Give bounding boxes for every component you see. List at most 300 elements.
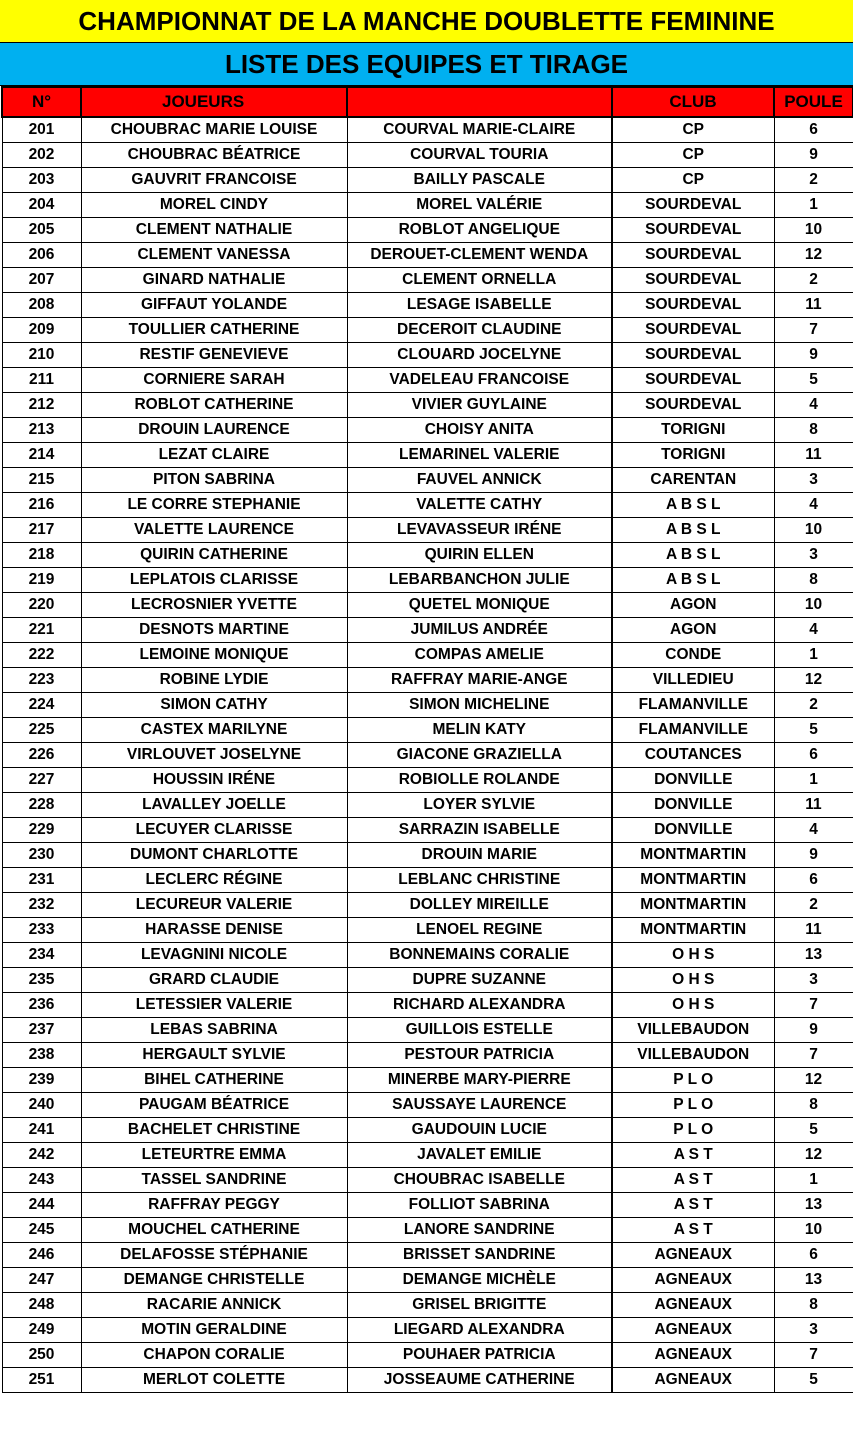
player-1-cell: TOULLIER CATHERINE [81, 318, 347, 343]
player-1-cell: DESNOTS MARTINE [81, 618, 347, 643]
player-1-cell: LAVALLEY JOELLE [81, 793, 347, 818]
club-cell: SOURDEVAL [612, 293, 774, 318]
player-2-cell: DOLLEY MIREILLE [347, 893, 612, 918]
player-1-cell: ROBLOT CATHERINE [81, 393, 347, 418]
team-number-cell: 228 [2, 793, 81, 818]
player-2-cell: LEVAVASSEUR IRÉNE [347, 518, 612, 543]
table-row [2, 393, 853, 418]
player-2-cell: JUMILUS ANDRÉE [347, 618, 612, 643]
table-row [2, 243, 853, 268]
club-cell: MONTMARTIN [612, 868, 774, 893]
team-number-cell: 250 [2, 1343, 81, 1368]
team-number-cell: 233 [2, 918, 81, 943]
player-2-cell: SARRAZIN ISABELLE [347, 818, 612, 843]
team-number-cell: 209 [2, 318, 81, 343]
club-cell: SOURDEVAL [612, 268, 774, 293]
poule-cell: 10 [774, 593, 853, 618]
club-cell: SOURDEVAL [612, 318, 774, 343]
club-cell: AGNEAUX [612, 1343, 774, 1368]
club-cell: A S T [612, 1193, 774, 1218]
player-1-cell: CLEMENT NATHALIE [81, 218, 347, 243]
poule-cell: 2 [774, 693, 853, 718]
club-cell: VILLEBAUDON [612, 1043, 774, 1068]
header-num: N° [2, 87, 81, 117]
player-2-cell: POUHAER PATRICIA [347, 1343, 612, 1368]
table-row [2, 993, 853, 1018]
team-number-cell: 235 [2, 968, 81, 993]
player-2-cell: COMPAS AMELIE [347, 643, 612, 668]
team-number-cell: 211 [2, 368, 81, 393]
team-number-cell: 251 [2, 1368, 81, 1393]
player-2-cell: LESAGE ISABELLE [347, 293, 612, 318]
table-row [2, 268, 853, 293]
player-2-cell: QUIRIN ELLEN [347, 543, 612, 568]
header-club: CLUB [612, 87, 774, 117]
team-number-cell: 221 [2, 618, 81, 643]
player-1-cell: LECLERC RÉGINE [81, 868, 347, 893]
player-2-cell: SAUSSAYE LAURENCE [347, 1093, 612, 1118]
poule-cell: 5 [774, 1118, 853, 1143]
team-number-cell: 243 [2, 1168, 81, 1193]
player-1-cell: MOUCHEL CATHERINE [81, 1218, 347, 1243]
table-row [2, 368, 853, 393]
player-2-cell: DEROUET-CLEMENT WENDA [347, 243, 612, 268]
player-1-cell: MOTIN GERALDINE [81, 1318, 347, 1343]
player-1-cell: ROBINE LYDIE [81, 668, 347, 693]
poule-cell: 12 [774, 1068, 853, 1093]
team-number-cell: 242 [2, 1143, 81, 1168]
team-number-cell: 224 [2, 693, 81, 718]
team-number-cell: 218 [2, 543, 81, 568]
poule-cell: 7 [774, 993, 853, 1018]
table-row [2, 668, 853, 693]
club-cell: A S T [612, 1143, 774, 1168]
table-row [2, 293, 853, 318]
table-row [2, 718, 853, 743]
player-1-cell: TASSEL SANDRINE [81, 1168, 347, 1193]
player-1-cell: GAUVRIT FRANCOISE [81, 168, 347, 193]
club-cell: AGNEAUX [612, 1293, 774, 1318]
team-number-cell: 226 [2, 743, 81, 768]
player-2-cell: MELIN KATY [347, 718, 612, 743]
table-row [2, 843, 853, 868]
poule-cell: 11 [774, 443, 853, 468]
poule-cell: 1 [774, 1168, 853, 1193]
player-1-cell: GIFFAUT YOLANDE [81, 293, 347, 318]
player-1-cell: LEVAGNINI NICOLE [81, 943, 347, 968]
table-row [2, 593, 853, 618]
player-2-cell: GAUDOUIN LUCIE [347, 1118, 612, 1143]
poule-cell: 9 [774, 843, 853, 868]
poule-cell: 13 [774, 943, 853, 968]
poule-cell: 2 [774, 893, 853, 918]
table-row [2, 1293, 853, 1318]
team-number-cell: 245 [2, 1218, 81, 1243]
player-2-cell: FOLLIOT SABRINA [347, 1193, 612, 1218]
player-1-cell: PAUGAM BÉATRICE [81, 1093, 347, 1118]
player-2-cell: BONNEMAINS CORALIE [347, 943, 612, 968]
player-2-cell: LIEGARD ALEXANDRA [347, 1318, 612, 1343]
team-number-cell: 220 [2, 593, 81, 618]
poule-cell: 3 [774, 543, 853, 568]
player-2-cell: VIVIER GUYLAINE [347, 393, 612, 418]
table-row [2, 143, 853, 168]
poule-cell: 6 [774, 868, 853, 893]
player-1-cell: DROUIN LAURENCE [81, 418, 347, 443]
table-row [2, 893, 853, 918]
team-number-cell: 215 [2, 468, 81, 493]
player-2-cell: QUETEL MONIQUE [347, 593, 612, 618]
poule-cell: 6 [774, 117, 853, 143]
player-2-cell: PESTOUR PATRICIA [347, 1043, 612, 1068]
table-row [2, 793, 853, 818]
club-cell: CARENTAN [612, 468, 774, 493]
team-number-cell: 237 [2, 1018, 81, 1043]
club-cell: A B S L [612, 518, 774, 543]
club-cell: O H S [612, 968, 774, 993]
club-cell: CP [612, 143, 774, 168]
player-1-cell: CORNIERE SARAH [81, 368, 347, 393]
poule-cell: 7 [774, 1043, 853, 1068]
teams-table [1, 86, 853, 1393]
poule-cell: 13 [774, 1268, 853, 1293]
club-cell: A B S L [612, 493, 774, 518]
player-1-cell: LECUREUR VALERIE [81, 893, 347, 918]
team-number-cell: 219 [2, 568, 81, 593]
table-row [2, 1168, 853, 1193]
club-cell: AGNEAUX [612, 1318, 774, 1343]
player-1-cell: LEMOINE MONIQUE [81, 643, 347, 668]
club-cell: VILLEBAUDON [612, 1018, 774, 1043]
player-2-cell: COURVAL MARIE-CLAIRE [347, 117, 612, 143]
club-cell: COUTANCES [612, 743, 774, 768]
table-row [2, 1118, 853, 1143]
player-2-cell: GRISEL BRIGITTE [347, 1293, 612, 1318]
team-number-cell: 247 [2, 1268, 81, 1293]
player-1-cell: LECROSNIER YVETTE [81, 593, 347, 618]
player-2-cell: LOYER SYLVIE [347, 793, 612, 818]
club-cell: SOURDEVAL [612, 243, 774, 268]
player-1-cell: CASTEX MARILYNE [81, 718, 347, 743]
club-cell: A S T [612, 1218, 774, 1243]
team-number-cell: 238 [2, 1043, 81, 1068]
poule-cell: 3 [774, 968, 853, 993]
club-cell: FLAMANVILLE [612, 718, 774, 743]
player-1-cell: LETESSIER VALERIE [81, 993, 347, 1018]
club-cell: P L O [612, 1068, 774, 1093]
table-row [2, 968, 853, 993]
team-number-cell: 212 [2, 393, 81, 418]
table-row [2, 1193, 853, 1218]
team-number-cell: 208 [2, 293, 81, 318]
poule-cell: 9 [774, 1018, 853, 1043]
table-row [2, 1093, 853, 1118]
table-row [2, 693, 853, 718]
poule-cell: 2 [774, 268, 853, 293]
club-cell: DONVILLE [612, 768, 774, 793]
team-number-cell: 216 [2, 493, 81, 518]
table-row [2, 518, 853, 543]
player-1-cell: VIRLOUVET JOSELYNE [81, 743, 347, 768]
player-2-cell: CHOISY ANITA [347, 418, 612, 443]
poule-cell: 5 [774, 368, 853, 393]
club-cell: TORIGNI [612, 443, 774, 468]
player-1-cell: CHOUBRAC MARIE LOUISE [81, 117, 347, 143]
club-cell: A B S L [612, 543, 774, 568]
player-2-cell: LENOEL REGINE [347, 918, 612, 943]
player-1-cell: GRARD CLAUDIE [81, 968, 347, 993]
table-row [2, 493, 853, 518]
club-cell: SOURDEVAL [612, 393, 774, 418]
table-row [2, 1218, 853, 1243]
poule-cell: 10 [774, 1218, 853, 1243]
club-cell: TORIGNI [612, 418, 774, 443]
team-number-cell: 206 [2, 243, 81, 268]
team-number-cell: 213 [2, 418, 81, 443]
player-1-cell: GINARD NATHALIE [81, 268, 347, 293]
player-2-cell: LANORE SANDRINE [347, 1218, 612, 1243]
header-joueurs: JOUEURS [81, 87, 347, 117]
player-2-cell: BAILLY PASCALE [347, 168, 612, 193]
player-2-cell: MOREL VALÉRIE [347, 193, 612, 218]
team-number-cell: 227 [2, 768, 81, 793]
table-row [2, 418, 853, 443]
player-1-cell: DEMANGE CHRISTELLE [81, 1268, 347, 1293]
player-1-cell: QUIRIN CATHERINE [81, 543, 347, 568]
header-blank [347, 87, 612, 117]
club-cell: SOURDEVAL [612, 218, 774, 243]
player-1-cell: MERLOT COLETTE [81, 1368, 347, 1393]
player-2-cell: CLEMENT ORNELLA [347, 268, 612, 293]
player-2-cell: DEMANGE MICHÈLE [347, 1268, 612, 1293]
player-2-cell: ROBLOT ANGELIQUE [347, 218, 612, 243]
poule-cell: 12 [774, 243, 853, 268]
player-1-cell: CLEMENT VANESSA [81, 243, 347, 268]
table-row [2, 1243, 853, 1268]
table-row [2, 918, 853, 943]
club-cell: O H S [612, 993, 774, 1018]
team-number-cell: 205 [2, 218, 81, 243]
poule-cell: 8 [774, 418, 853, 443]
poule-cell: 12 [774, 668, 853, 693]
table-row [2, 818, 853, 843]
team-number-cell: 246 [2, 1243, 81, 1268]
table-row [2, 1368, 853, 1393]
player-1-cell: DUMONT CHARLOTTE [81, 843, 347, 868]
player-2-cell: FAUVEL ANNICK [347, 468, 612, 493]
player-1-cell: LEBAS SABRINA [81, 1018, 347, 1043]
club-cell: A B S L [612, 568, 774, 593]
team-number-cell: 217 [2, 518, 81, 543]
player-2-cell: SIMON MICHELINE [347, 693, 612, 718]
player-2-cell: JAVALET EMILIE [347, 1143, 612, 1168]
header-poule: POULE [774, 87, 853, 117]
team-number-cell: 248 [2, 1293, 81, 1318]
table-row [2, 117, 853, 143]
table-row [2, 1343, 853, 1368]
player-1-cell: RACARIE ANNICK [81, 1293, 347, 1318]
team-number-cell: 201 [2, 117, 81, 143]
club-cell: MONTMARTIN [612, 893, 774, 918]
player-2-cell: LEBARBANCHON JULIE [347, 568, 612, 593]
poule-cell: 4 [774, 618, 853, 643]
table-row [2, 943, 853, 968]
player-2-cell: MINERBE MARY-PIERRE [347, 1068, 612, 1093]
team-number-cell: 210 [2, 343, 81, 368]
player-2-cell: RICHARD ALEXANDRA [347, 993, 612, 1018]
table-row [2, 868, 853, 893]
poule-cell: 4 [774, 818, 853, 843]
player-2-cell: ROBIOLLE ROLANDE [347, 768, 612, 793]
team-number-cell: 244 [2, 1193, 81, 1218]
table-row [2, 1043, 853, 1068]
poule-cell: 5 [774, 718, 853, 743]
player-2-cell: DUPRE SUZANNE [347, 968, 612, 993]
table-row [2, 343, 853, 368]
table-row [2, 443, 853, 468]
poule-cell: 10 [774, 518, 853, 543]
club-cell: P L O [612, 1093, 774, 1118]
team-number-cell: 229 [2, 818, 81, 843]
poule-cell: 8 [774, 568, 853, 593]
table-row [2, 1143, 853, 1168]
table-body [2, 117, 853, 1393]
player-2-cell: LEBLANC CHRISTINE [347, 868, 612, 893]
club-cell: CP [612, 117, 774, 143]
poule-cell: 7 [774, 318, 853, 343]
club-cell: DONVILLE [612, 818, 774, 843]
club-cell: MONTMARTIN [612, 918, 774, 943]
team-number-cell: 225 [2, 718, 81, 743]
table-row [2, 643, 853, 668]
club-cell: SOURDEVAL [612, 343, 774, 368]
table-row [2, 1318, 853, 1343]
team-number-cell: 236 [2, 993, 81, 1018]
player-2-cell: RAFFRAY MARIE-ANGE [347, 668, 612, 693]
table-row [2, 618, 853, 643]
team-number-cell: 240 [2, 1093, 81, 1118]
team-number-cell: 241 [2, 1118, 81, 1143]
table-row [2, 1068, 853, 1093]
poule-cell: 1 [774, 643, 853, 668]
page-title: CHAMPIONNAT DE LA MANCHE DOUBLETTE FEMININE [0, 0, 853, 43]
poule-cell: 13 [774, 1193, 853, 1218]
page-subtitle: LISTE DES EQUIPES ET TIRAGE [0, 43, 853, 86]
team-number-cell: 214 [2, 443, 81, 468]
poule-cell: 8 [774, 1293, 853, 1318]
club-cell: FLAMANVILLE [612, 693, 774, 718]
club-cell: CP [612, 168, 774, 193]
player-1-cell: LETEURTRE EMMA [81, 1143, 347, 1168]
player-2-cell: DROUIN MARIE [347, 843, 612, 868]
team-number-cell: 222 [2, 643, 81, 668]
team-number-cell: 230 [2, 843, 81, 868]
club-cell: AGNEAUX [612, 1268, 774, 1293]
team-number-cell: 207 [2, 268, 81, 293]
poule-cell: 4 [774, 393, 853, 418]
player-1-cell: RAFFRAY PEGGY [81, 1193, 347, 1218]
player-1-cell: LEPLATOIS CLARISSE [81, 568, 347, 593]
team-number-cell: 231 [2, 868, 81, 893]
player-1-cell: CHOUBRAC BÉATRICE [81, 143, 347, 168]
poule-cell: 11 [774, 793, 853, 818]
table-row [2, 318, 853, 343]
table-row [2, 468, 853, 493]
team-number-cell: 239 [2, 1068, 81, 1093]
poule-cell: 7 [774, 1343, 853, 1368]
poule-cell: 3 [774, 1318, 853, 1343]
club-cell: CONDE [612, 643, 774, 668]
player-1-cell: BACHELET CHRISTINE [81, 1118, 347, 1143]
player-1-cell: BIHEL CATHERINE [81, 1068, 347, 1093]
table-row [2, 193, 853, 218]
poule-cell: 1 [774, 193, 853, 218]
player-1-cell: SIMON CATHY [81, 693, 347, 718]
team-number-cell: 249 [2, 1318, 81, 1343]
player-2-cell: CHOUBRAC ISABELLE [347, 1168, 612, 1193]
player-2-cell: DECEROIT CLAUDINE [347, 318, 612, 343]
poule-cell: 11 [774, 293, 853, 318]
club-cell: SOURDEVAL [612, 368, 774, 393]
player-2-cell: BRISSET SANDRINE [347, 1243, 612, 1268]
player-1-cell: HOUSSIN IRÉNE [81, 768, 347, 793]
player-2-cell: VALETTE CATHY [347, 493, 612, 518]
club-cell: AGON [612, 618, 774, 643]
table-row [2, 218, 853, 243]
poule-cell: 6 [774, 743, 853, 768]
team-number-cell: 232 [2, 893, 81, 918]
club-cell: P L O [612, 1118, 774, 1143]
player-2-cell: JOSSEAUME CATHERINE [347, 1368, 612, 1393]
table-row [2, 568, 853, 593]
player-1-cell: PITON SABRINA [81, 468, 347, 493]
table-row [2, 168, 853, 193]
club-cell: SOURDEVAL [612, 193, 774, 218]
club-cell: AGNEAUX [612, 1243, 774, 1268]
poule-cell: 11 [774, 918, 853, 943]
player-1-cell: CHAPON CORALIE [81, 1343, 347, 1368]
club-cell: A S T [612, 1168, 774, 1193]
team-number-cell: 203 [2, 168, 81, 193]
poule-cell: 4 [774, 493, 853, 518]
player-2-cell: CLOUARD JOCELYNE [347, 343, 612, 368]
club-cell: AGON [612, 593, 774, 618]
team-number-cell: 204 [2, 193, 81, 218]
table-row [2, 1018, 853, 1043]
poule-cell: 3 [774, 468, 853, 493]
table-row [2, 768, 853, 793]
poule-cell: 2 [774, 168, 853, 193]
club-cell: O H S [612, 943, 774, 968]
player-1-cell: MOREL CINDY [81, 193, 347, 218]
club-cell: MONTMARTIN [612, 843, 774, 868]
poule-cell: 9 [774, 143, 853, 168]
player-1-cell: LE CORRE STEPHANIE [81, 493, 347, 518]
player-2-cell: GIACONE GRAZIELLA [347, 743, 612, 768]
player-1-cell: LEZAT CLAIRE [81, 443, 347, 468]
poule-cell: 8 [774, 1093, 853, 1118]
player-1-cell: LECUYER CLARISSE [81, 818, 347, 843]
player-1-cell: HARASSE DENISE [81, 918, 347, 943]
player-1-cell: DELAFOSSE STÉPHANIE [81, 1243, 347, 1268]
team-number-cell: 234 [2, 943, 81, 968]
club-cell: VILLEDIEU [612, 668, 774, 693]
team-number-cell: 223 [2, 668, 81, 693]
player-1-cell: HERGAULT SYLVIE [81, 1043, 347, 1068]
player-1-cell: RESTIF GENEVIEVE [81, 343, 347, 368]
poule-cell: 5 [774, 1368, 853, 1393]
player-1-cell: VALETTE LAURENCE [81, 518, 347, 543]
